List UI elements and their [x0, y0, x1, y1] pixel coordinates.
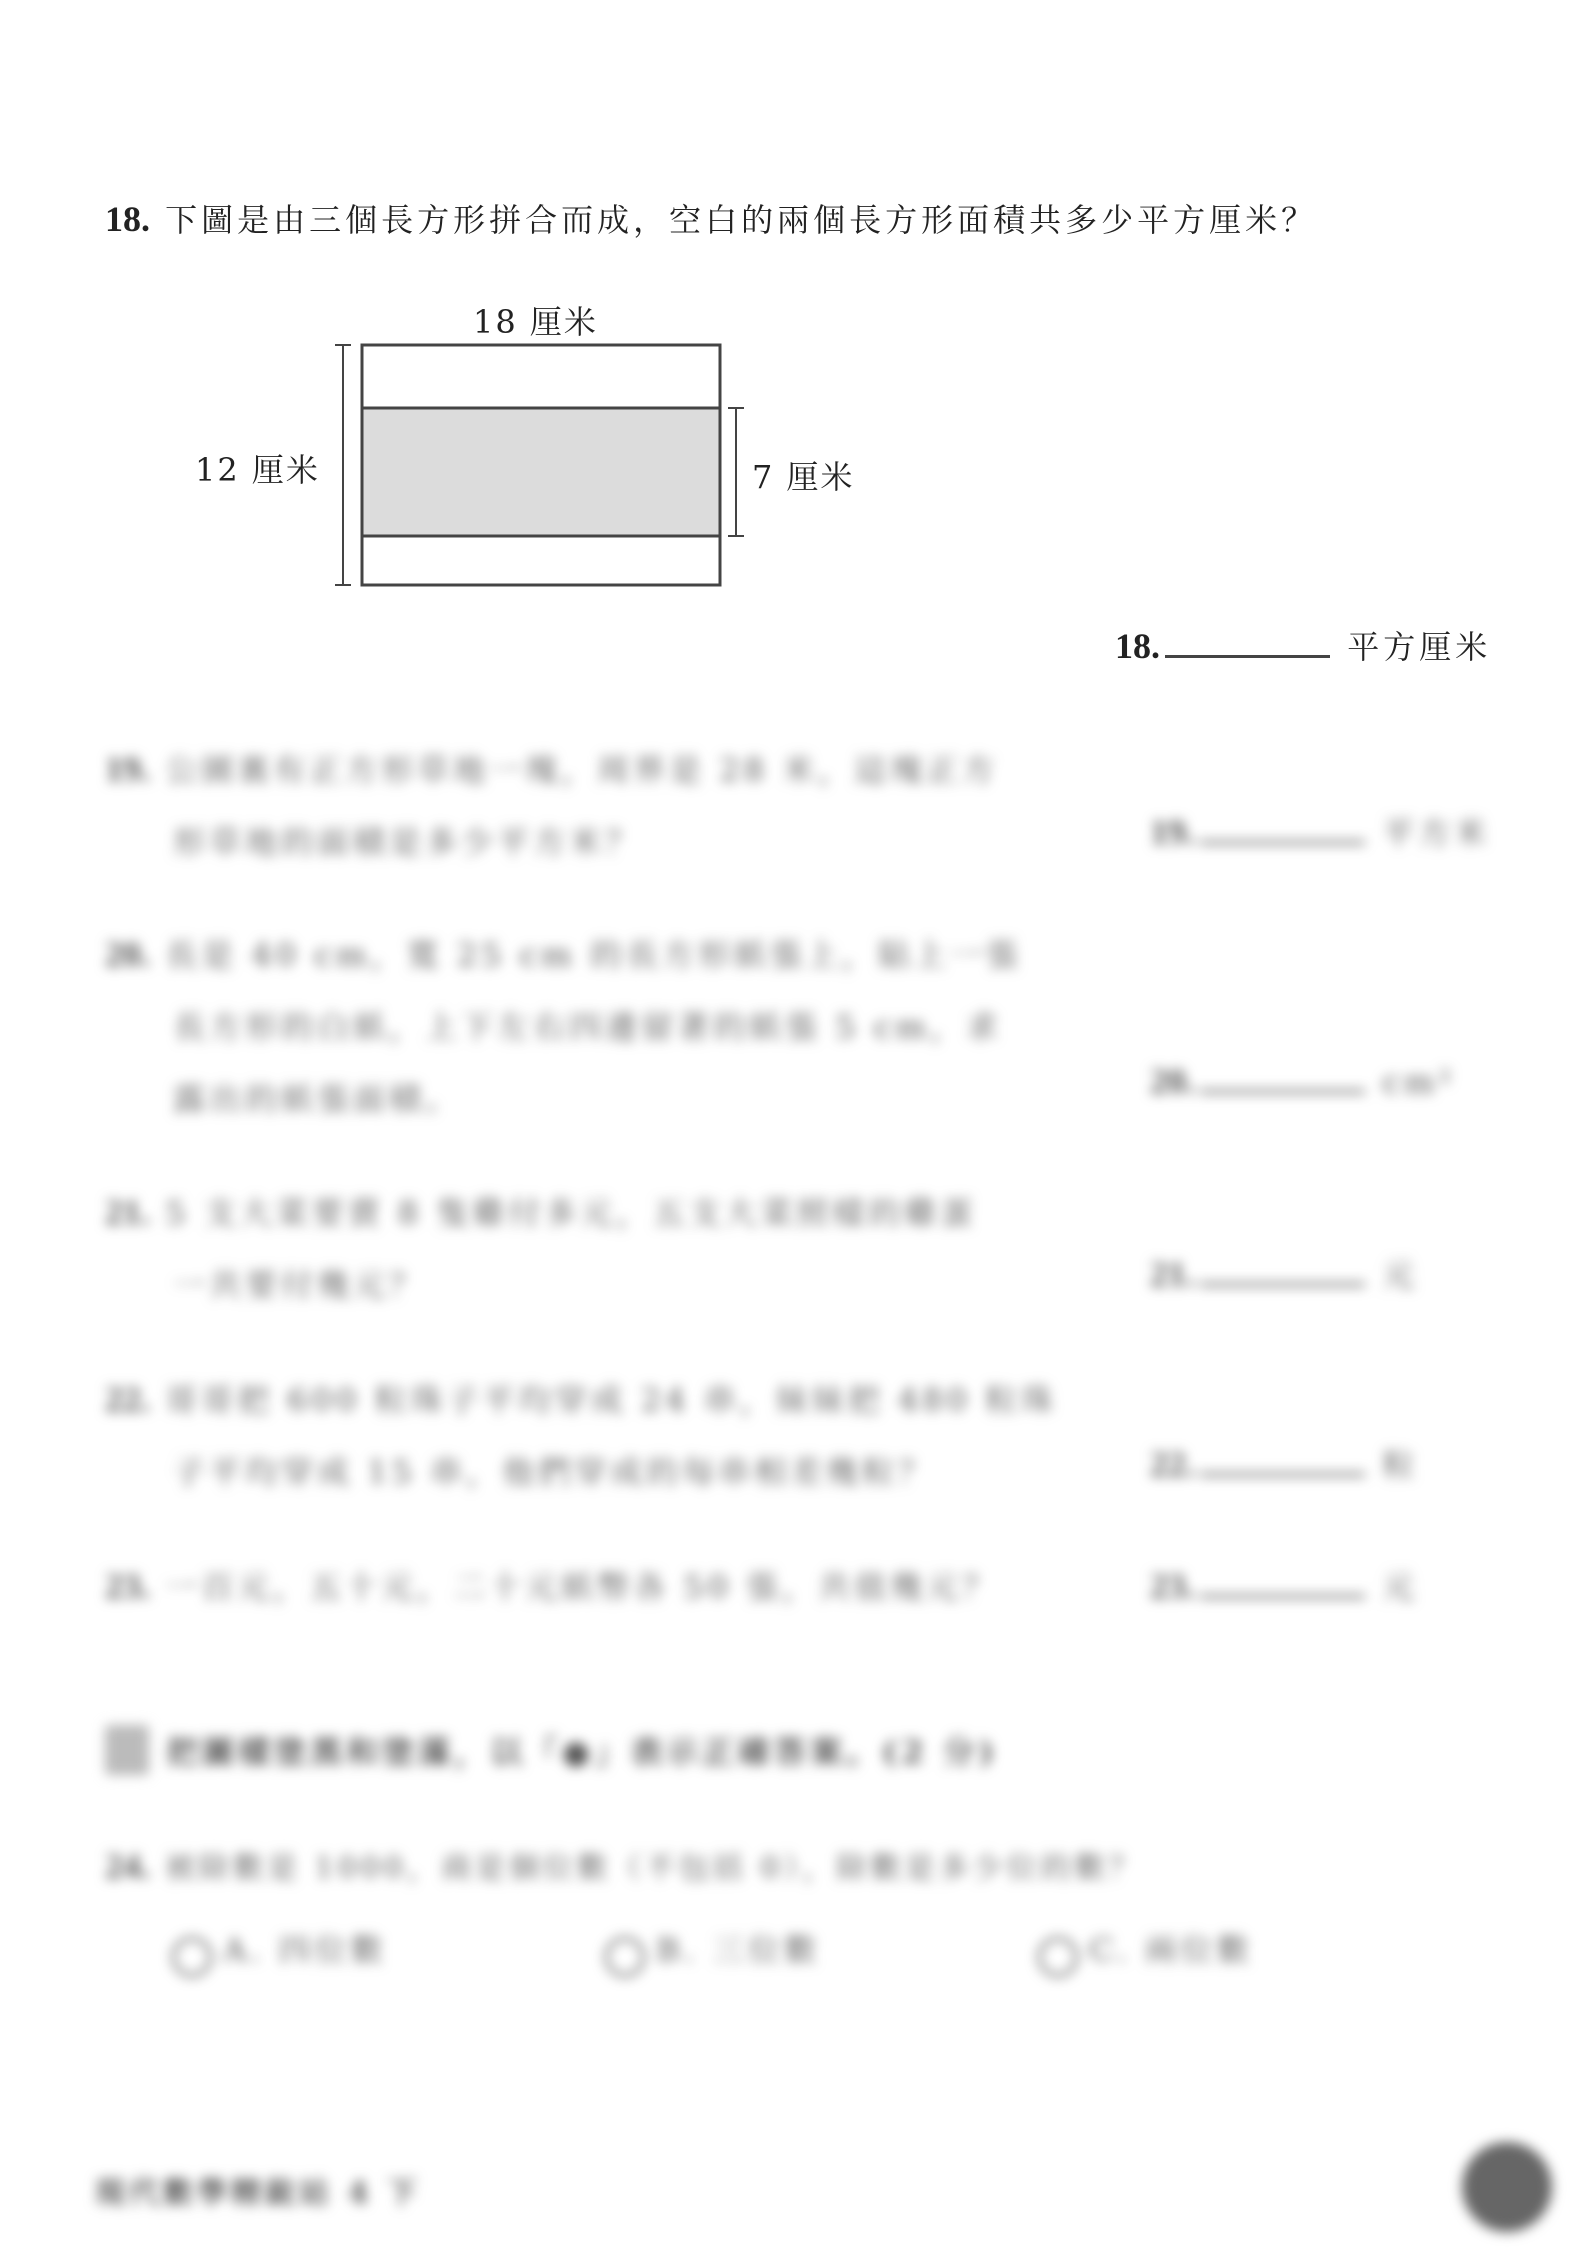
- q22-line1: 哥哥把 600 粒珠子平均穿成 24 串，妹妹把 480 粒珠: [165, 1381, 1058, 1419]
- q23-number: 23.: [105, 1566, 150, 1606]
- q24-option-c[interactable]: [1038, 1925, 1253, 1977]
- q21-number: 21.: [105, 1192, 150, 1232]
- q20-line3: 露出的紙張面積。: [173, 1080, 462, 1118]
- q23-answer-unit: 元: [1382, 1568, 1419, 1606]
- q21-question: [105, 1188, 1135, 1306]
- q22-answer-blank[interactable]: [1200, 1469, 1365, 1476]
- q23-answer-blank[interactable]: [1200, 1591, 1365, 1598]
- q22-answer: [1150, 1440, 1418, 1486]
- q19-answer-blank[interactable]: [1200, 837, 1365, 844]
- q22-answer-unit: 粒: [1382, 1446, 1419, 1484]
- section-text: 把圖樣塗黑和塗滿，以「●」表示正確答案。(2 分): [166, 1733, 998, 1771]
- q18-left-label: 12 厘米: [195, 451, 320, 489]
- q20-answer-unit: cm²: [1382, 1063, 1456, 1101]
- option-b-radio-icon[interactable]: [605, 1937, 645, 1977]
- q21-answer-unit: 元: [1382, 1256, 1419, 1294]
- q20-answer-blank[interactable]: [1200, 1086, 1365, 1093]
- q18-right-label: 7 厘米: [752, 458, 855, 496]
- q24-option-a[interactable]: [172, 1925, 387, 1977]
- q20-answer-number: 20.: [1150, 1061, 1195, 1101]
- q18-answer: [1115, 622, 1491, 668]
- option-c-radio-icon[interactable]: [1038, 1937, 1078, 1977]
- q21-line1: 5 支大菜要賣 8 隻雞付多元，五支大菜照樣的雞蛋: [165, 1194, 977, 1232]
- q24-option-b[interactable]: [605, 1925, 820, 1977]
- q18-answer-number: 18.: [1115, 626, 1160, 666]
- q22-question: [105, 1375, 1135, 1493]
- q18-answer-blank[interactable]: [1165, 651, 1330, 658]
- footer-left-text: 現代數學精銳站 4 下: [95, 2176, 421, 2211]
- q23-question: [105, 1562, 1135, 1608]
- q20-answer: [1150, 1060, 1455, 1102]
- shaded-rectangle: [362, 408, 720, 536]
- option-a-label: A. 四位數: [223, 1931, 387, 1969]
- pencil-icon: [105, 1725, 149, 1775]
- q18-number: 18.: [105, 199, 150, 239]
- option-c-label: C. 兩位數: [1089, 1931, 1253, 1969]
- q23-text: 一百元，五十元，二十元紙幣各 50 張，共值幾元？: [165, 1568, 999, 1606]
- q23-answer: [1150, 1562, 1418, 1608]
- q19-question: [105, 745, 1135, 863]
- q22-number: 22.: [105, 1379, 150, 1419]
- q18-text: 下圖是由三個長方形拼合而成，空白的兩個長方形面積共多少平方厘米？: [165, 201, 1318, 239]
- q24-question: [105, 1843, 1405, 1887]
- q19-answer-unit: 平方米: [1382, 814, 1491, 852]
- option-b-label: B. 三位數: [656, 1931, 820, 1969]
- q20-line2: 長方形的白紙，上下左右四邊留著的紙張 5 cm，求: [173, 1008, 1002, 1046]
- q18-question: [105, 195, 1525, 241]
- q23-answer-number: 23.: [1150, 1566, 1195, 1606]
- q22-line2: 子平均穿成 15 串，他們穿成的每串相差幾粒？: [173, 1453, 935, 1491]
- q21-line2: 一共要付幾元？: [173, 1266, 426, 1304]
- q24-text: 被除數是 1000，商是個位數（不包括 0），除數是多少位的數？: [165, 1851, 1143, 1886]
- q19-answer-number: 19.: [1150, 812, 1195, 852]
- q20-question: [105, 930, 1135, 1120]
- q18-answer-unit: 平方厘米: [1347, 628, 1492, 666]
- footer-title: [95, 2168, 421, 2212]
- q18-top-label: 18 厘米: [473, 303, 598, 341]
- q19-line2: 形草地的面積是多少平方米？: [173, 823, 642, 861]
- q19-answer: [1150, 808, 1490, 854]
- q21-answer: [1150, 1250, 1418, 1296]
- page-number-badge-icon: [1462, 2142, 1552, 2232]
- option-a-radio-icon[interactable]: [172, 1937, 212, 1977]
- q19-number: 19.: [105, 749, 150, 789]
- q19-line1: 公園裏有正方形草地一塊，周界是 28 米，這塊正方: [165, 751, 999, 789]
- q20-line1: 長是 40 cm，寬 25 cm 的長方形紙張上，貼上一張: [165, 936, 1022, 974]
- q22-answer-number: 22.: [1150, 1444, 1195, 1484]
- q20-number: 20.: [105, 934, 150, 974]
- section-header: [105, 1725, 1205, 1775]
- q24-number: 24.: [105, 1846, 150, 1886]
- q21-answer-number: 21.: [1150, 1254, 1195, 1294]
- q21-answer-blank[interactable]: [1200, 1279, 1365, 1286]
